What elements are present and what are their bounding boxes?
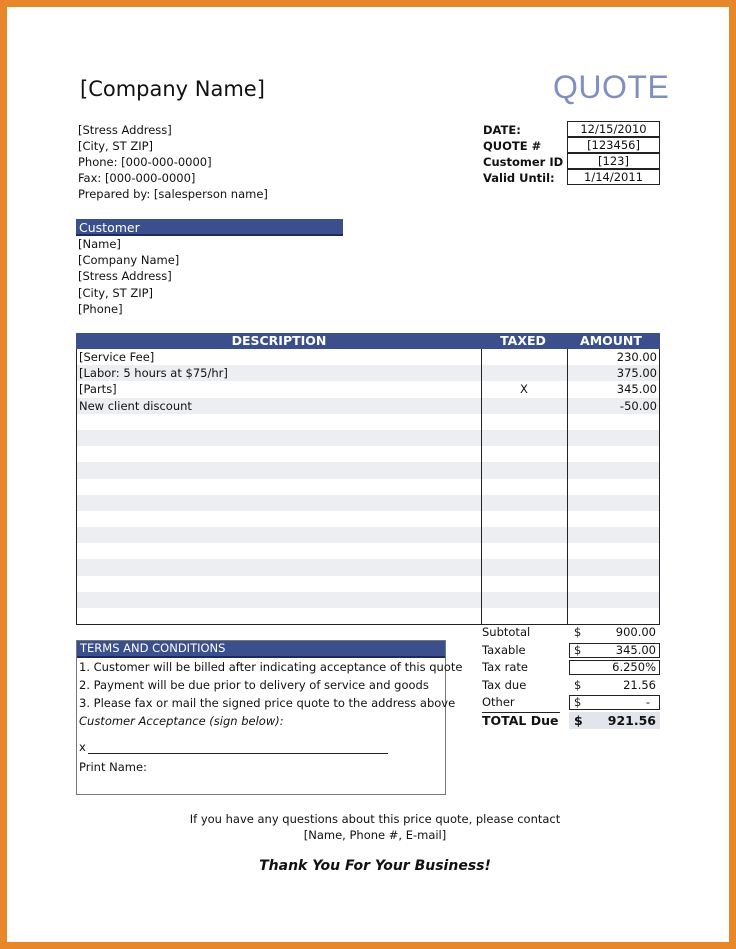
sender-address-block (78, 122, 268, 202)
description-cell: [Parts] (79, 382, 117, 397)
customer-acceptance-label: Customer Acceptance (sign below): (79, 714, 284, 728)
description-cell (77, 495, 481, 511)
customer-city: [City, ST ZIP] (78, 285, 154, 300)
table-row (77, 349, 659, 365)
quote-number-label: QUOTE # (483, 139, 542, 153)
amount-cell (567, 495, 659, 511)
amount-cell (567, 543, 659, 559)
subtotal-value: 900.00 (615, 625, 656, 639)
valid-until-value: 1/14/2011 (567, 169, 660, 185)
terms-line-1: 1. Customer will be billed after indicating acceptance of this quote (79, 660, 463, 674)
table-row (77, 559, 659, 575)
document-title: QUOTE (553, 69, 670, 105)
table-row (77, 398, 659, 414)
quote-meta-values (567, 121, 660, 185)
taxed-cell (481, 446, 567, 462)
line-items-header (76, 333, 660, 349)
other-row (482, 694, 660, 712)
signature-underline (88, 743, 388, 754)
table-row (77, 511, 659, 527)
taxed-cell (481, 511, 567, 527)
sender-city: [City, ST ZIP] (78, 139, 154, 153)
line-items-table (76, 333, 660, 625)
tax-due-value: 21.56 (623, 677, 656, 692)
description-cell (77, 479, 481, 495)
taxed-cell (481, 559, 567, 575)
customer-phone: [Phone] (78, 301, 123, 316)
signature-line[interactable] (77, 740, 445, 754)
totals-block (482, 624, 660, 729)
total-due-currency: $ (574, 712, 583, 728)
tax-rate-row (482, 659, 660, 677)
table-row (77, 495, 659, 511)
total-due-row (482, 712, 660, 730)
quote-meta-labels (483, 122, 563, 186)
description-cell (77, 446, 481, 462)
taxed-cell (481, 576, 567, 592)
other-currency: $ (574, 695, 582, 709)
prepared-by: Prepared by: [salesperson name] (78, 187, 268, 201)
sender-fax: Fax: [000-000-0000] (78, 171, 196, 185)
amount-cell: -50.00 (619, 398, 657, 413)
taxed-cell (481, 462, 567, 478)
table-row (77, 462, 659, 478)
taxed-cell (481, 592, 567, 608)
taxable-label: Taxable (482, 642, 526, 657)
customer-block (78, 236, 179, 317)
subtotal-label: Subtotal (482, 625, 531, 639)
table-row (77, 608, 659, 624)
column-divider (481, 349, 482, 624)
valid-until-label: Valid Until: (483, 171, 555, 185)
taxed-cell (481, 365, 567, 381)
subtotal-row (482, 624, 660, 642)
terms-and-conditions (76, 640, 463, 795)
table-row (77, 592, 659, 608)
amount-cell (567, 511, 659, 527)
terms-line-2: 2. Payment will be due prior to delivery of service and goods (79, 678, 429, 692)
table-row (77, 430, 659, 446)
subtotal-currency: $ (574, 625, 582, 639)
taxed-cell (481, 349, 567, 365)
taxed-cell (481, 430, 567, 446)
print-name-label: Print Name: (79, 760, 147, 774)
tax-due-currency: $ (574, 677, 582, 692)
total-due-value: 921.56 (607, 712, 656, 728)
taxed-cell (481, 608, 567, 624)
amount-cell: 375.00 (616, 366, 657, 381)
description-cell (77, 430, 481, 446)
date-label: DATE: (483, 123, 521, 137)
table-row (77, 479, 659, 495)
table-row (77, 446, 659, 462)
amount-cell (567, 592, 659, 608)
taxed-cell (481, 495, 567, 511)
description-cell (77, 462, 481, 478)
taxable-currency: $ (574, 642, 582, 657)
description-cell (77, 608, 481, 624)
sender-phone: Phone: [000-000-0000] (78, 155, 212, 169)
table-row (77, 365, 659, 381)
description-column-header: DESCRIPTION (231, 333, 327, 348)
contact-line-2: [Name, Phone #, E-mail] (303, 828, 447, 842)
customer-company: [Company Name] (78, 253, 180, 268)
table-row (77, 543, 659, 559)
contact-line-1: If you have any questions about this price quote, please contact (189, 812, 561, 826)
customer-street: [Stress Address] (78, 269, 172, 284)
taxable-row (482, 642, 660, 660)
taxed-column-header: TAXED (500, 333, 546, 348)
company-name: [Company Name] (80, 77, 265, 101)
description-cell: [Service Fee] (79, 350, 155, 364)
description-cell: [Labor: 5 hours at $75/hr] (79, 366, 228, 381)
description-cell (77, 543, 481, 559)
amount-cell (567, 446, 659, 462)
column-divider (567, 349, 568, 624)
other-value: - (645, 695, 650, 709)
description-cell (77, 559, 481, 575)
amount-cell (567, 430, 659, 446)
tax-due-row (482, 677, 660, 695)
amount-cell: 345.00 (616, 382, 657, 397)
signature-prefix: x (79, 740, 86, 754)
amount-cell (567, 462, 659, 478)
amount-cell (567, 479, 659, 495)
amount-cell: 230.00 (616, 350, 657, 364)
taxed-cell (481, 414, 567, 430)
amount-column-header: AMOUNT (580, 333, 642, 348)
amount-cell (567, 559, 659, 575)
customer-heading: Customer (76, 219, 343, 236)
customer-id-value: [123] (567, 153, 660, 169)
description-cell (77, 527, 481, 543)
table-row (77, 414, 659, 430)
description-cell (77, 592, 481, 608)
taxable-value: 345.00 (615, 642, 656, 657)
thank-you-message: Thank You For Your Business! (259, 858, 491, 874)
tax-due-label: Tax due (482, 677, 527, 692)
total-due-label: TOTAL Due (482, 712, 559, 728)
quote-number-value: [123456] (567, 137, 660, 153)
description-cell (77, 576, 481, 592)
sender-street: [Stress Address] (78, 123, 172, 137)
terms-line-3: 3. Please fax or mail the signed price quote to the address above (79, 696, 456, 710)
taxed-cell (481, 543, 567, 559)
terms-heading: TERMS AND CONDITIONS (77, 641, 445, 658)
tax-rate-value: 6.250% (612, 660, 656, 674)
description-cell (77, 511, 481, 527)
tax-rate-label: Tax rate (482, 660, 528, 674)
description-cell (77, 414, 481, 430)
amount-cell (567, 576, 659, 592)
other-label: Other (482, 695, 515, 709)
amount-cell (567, 527, 659, 543)
customer-name: [Name] (78, 237, 121, 251)
amount-cell (567, 414, 659, 430)
taxed-cell: X (520, 382, 528, 397)
taxed-cell (481, 398, 567, 414)
table-row (77, 527, 659, 543)
table-row (77, 576, 659, 592)
description-cell: New client discount (79, 398, 192, 413)
taxed-cell (481, 479, 567, 495)
table-row (77, 381, 659, 397)
customer-id-label: Customer ID (483, 155, 564, 169)
contact-note (7, 811, 736, 843)
amount-cell (567, 608, 659, 624)
taxed-cell (481, 527, 567, 543)
date-value: 12/15/2010 (567, 121, 660, 137)
line-items-body (76, 349, 660, 625)
